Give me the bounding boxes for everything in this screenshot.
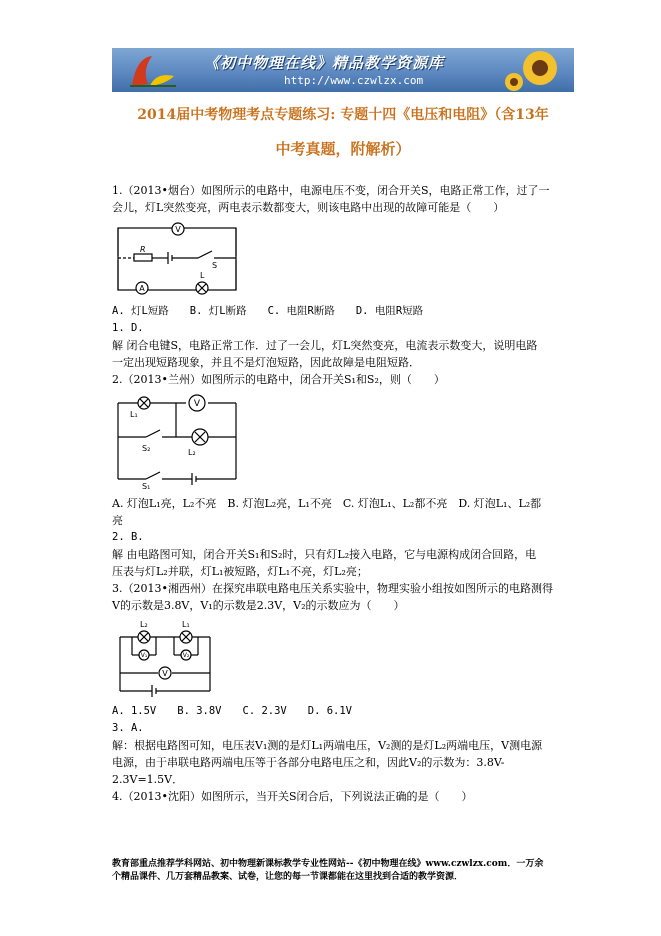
q2-switch1-label: S₁ [142,482,151,489]
page-title-line1: 2014届中考物理考点专题练习: 专题十四《电压和电阻》（含13年 [137,107,549,123]
q3-lamp2-label: L₂ [140,620,148,629]
q2-circuit-diagram [112,393,242,489]
q1-answer: 1. D. [112,322,144,334]
q2-stem: 2.（2013•兰州）如图所示的电路中，闭合开关S₁和S₂，则（ ） [112,373,445,386]
q2-answer: 2. B. [112,531,144,543]
q1-switch-label: S [212,261,218,270]
site-logo-icon [122,50,182,90]
q1-lamp-label: L [200,271,205,280]
banner-title: 《初中物理在线》精品教学资源库 [204,54,445,72]
q3-explanation-line2: 电源，由于串联电路两端电压等于各部分电路电压之和，因此V₂的示数为：3.8V- [112,756,505,769]
banner-url[interactable]: http://www.czwlzx.com [284,74,424,87]
page-title-line2: 中考真题，附解析） [275,140,411,158]
q1-options: A. 灯L短路 B. 灯L断路 C. 电阻R断路 D. 电阻R短路 [112,305,424,317]
q1-stem-line2: 会儿，灯L突然变亮，两电表示数都变大，则该电路中出现的故障可能是（ ） [112,201,505,214]
q1-explanation-line1: 解 闭合电键S，电路正常工作．过了一会儿，灯L突然变亮，电流表示数变大，说明电路 [112,339,538,352]
q2-switch2-label: S₂ [142,444,151,453]
header-banner [112,48,574,92]
q1-stem-line1: 1.（2013•烟台）如图所示的电路中，电源电压不变，闭合开关S，电路正常工作，过了一 [112,184,550,197]
q1-resistor-label: R [140,245,146,254]
q2-lamp1-label: L₁ [130,410,138,419]
q3-explanation-line3: 2.3V=1.5V． [112,773,184,786]
page-footer [112,858,582,884]
footer-line2: 个精品课件、几万套精品教案、试卷，让您的每一节课都能在这里找到合适的教学资源． [112,872,464,882]
q2-options-line2: 亮 [112,514,123,527]
footer-line1: 教育部重点推荐学科网站、初中物理新课标教学专业性网站--《初中物理在线》www.czwlzx.com．一万余 [112,859,544,869]
q3-stem-line1: 3.（2013•湘西州）在探究串联电路电压关系实验中，物理实验小组按如图所示的电路测得 [112,582,553,595]
q3-lamp1-label: L₁ [182,620,190,629]
q4-stem: 4.（2013•沈阳）如图所示，当开关S闭合后，下列说法正确的是（ ） [112,790,473,803]
q1-explanation-line2: 一定出现短路现象，并且不是灯泡短路，因此故障是电阻短路． [112,356,420,369]
q3-voltmeter1-label: V₁ [140,652,148,659]
q1-circuit-diagram [112,222,242,300]
q1-voltmeter-label: V [175,225,181,234]
q3-explanation-line1: 解：根据电路图可知，电压表V₁测的是灯L₁两端电压，V₂测的是灯L₂两端电压，V测电源 [112,739,543,752]
q3-stem-line2: V的示数是3.8V，V₁的示数是2.3V，V₂的示数应为（ ） [112,599,405,612]
q3-answer: 3. A. [112,722,144,734]
q2-voltmeter-label: V [193,399,201,409]
sunflower-icon [500,48,570,92]
q2-options-line1: A. 灯泡L₁亮，L₂不亮 B. 灯泡L₂亮，L₁不亮 C. 灯泡L₁、L₂都不亮 D. 灯泡L₁、L₂都 [112,497,542,510]
q1-ammeter-label: A [139,284,145,293]
q2-explanation-line1: 解 由电路图可知，闭合开关S₁和S₂时，只有灯L₂接入电路，它与电源构成闭合回路，电 [112,548,537,561]
q3-circuit-diagram [112,615,218,697]
q2-explanation-line2: 压表与灯L₂并联，灯L₁被短路，灯L₁不亮，灯L₂亮； [112,565,368,578]
q2-lamp2-label: L₂ [188,448,196,457]
q3-options: A. 1.5V B. 3.8V C. 2.3V D. 6.1V [112,705,353,717]
q3-voltmeter2-label: V₂ [182,652,190,659]
q3-voltmeter-label: V [162,669,168,678]
